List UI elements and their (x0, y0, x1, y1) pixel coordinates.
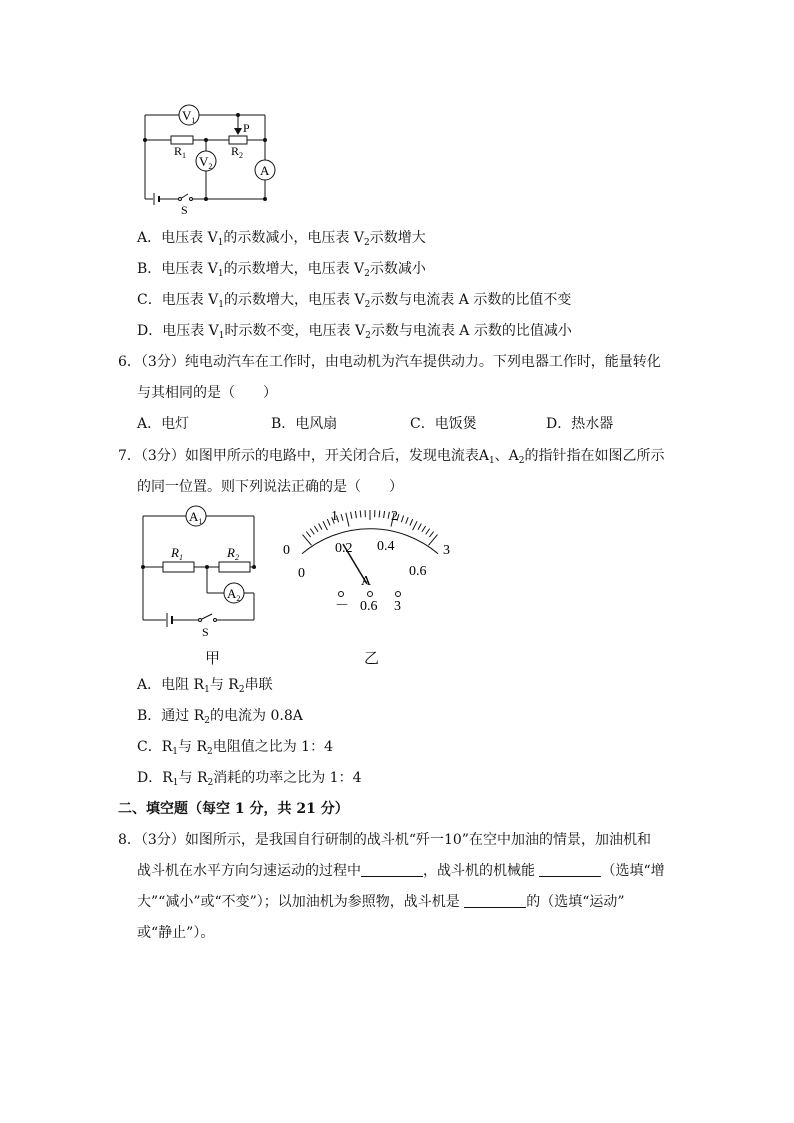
dial-tick (379, 511, 380, 518)
dial-inner-label-2: 0.4 (377, 539, 395, 554)
q6-option-b: B．电风扇 (271, 416, 338, 432)
voltmeter-v2-label: $V_2$ (199, 154, 213, 171)
dial-tick (401, 516, 403, 523)
voltmeter-v1-label: $V_1$ (182, 108, 196, 125)
circuit-diagram-q5 (135, 95, 285, 220)
dial-tick (341, 514, 343, 521)
dial-tick (323, 521, 328, 530)
terminal-0-6: 0.6 (360, 599, 378, 614)
ammeter-a1-label: $A_1$ (189, 509, 203, 526)
dial-unit-label: A (361, 574, 372, 589)
dial-tick (306, 532, 310, 538)
resistor-r1-label: $R_1$ (174, 144, 187, 160)
q6-option-a: A．电灯 (137, 416, 190, 432)
switch-s-label: S (202, 625, 209, 639)
terminal-3: 3 (394, 599, 401, 614)
ammeter-a2-label: $A_2$ (227, 586, 241, 603)
dial-tick (422, 526, 426, 532)
slider-p-label: P (243, 121, 250, 135)
dial-tick (355, 511, 356, 518)
answer-blank-1[interactable] (361, 861, 423, 877)
dial-tick (426, 529, 430, 535)
q8-stem-line4: 或“静止”）。 (137, 925, 215, 941)
dial-tick (360, 511, 361, 518)
dial-tick (429, 532, 433, 538)
q6-stem-line2: 与其相同的是（ ） (137, 385, 277, 401)
q7-stem-line1: 7．（3分）如图甲所示的电路中，开关闭合后，发现电流表$A_1$、$A_2$的指针指在如图乙所示 (118, 448, 665, 466)
terminal-minus: － (335, 599, 349, 614)
q7-option-c: C．$R_1$与 $R_2$电阻值之比为 1：4 (137, 739, 333, 757)
dial-tick (310, 529, 314, 535)
q7-option-d: D．$R_1$与 $R_2$消耗的功率之比为 1：4 (137, 770, 362, 788)
dial-outer-label-1: 1 (331, 509, 338, 524)
q5-option-d: D．电压表 $V_1$时示数不变，电压表 $V_2$示数与电流表 A 示数的比值减小 (137, 323, 572, 341)
dial-tick (406, 517, 409, 524)
answer-blank-2[interactable] (539, 861, 601, 877)
q8-stem-line3: 大”“减小”或“不变”）；以加油机为参照物，战斗机是 的（选填“运动” (137, 894, 625, 910)
q6-stem-line1: 6．（3分）纯电动汽车在工作时，由电动机为汽车提供动力。下列电器工作时，能量转化 (118, 354, 661, 370)
switch-s-label: S (181, 203, 188, 217)
dial-tick (351, 512, 352, 519)
q7-option-b: B．通过 $R_2$的电流为 0.8A (137, 708, 303, 726)
dial-inner-label-3: 0.6 (409, 564, 427, 579)
q5-option-a: A．电压表 $V_1$的示数减小，电压表 $V_2$示数增大 (137, 230, 426, 248)
q6-option-c: C．电饭煲 (410, 416, 477, 432)
dial-inner-label-0: 0 (298, 566, 305, 581)
dial-outer-label-0: 0 (283, 543, 290, 558)
dial-tick (314, 526, 318, 532)
dial-tick (327, 519, 330, 525)
q7-option-a: A．电阻 $R_1$与 $R_2$串联 (137, 677, 273, 695)
resistor-r2-label: $R_2$ (227, 545, 239, 562)
section-2-title: 二、填空题（每空 1 分，共 21 分） (118, 801, 349, 817)
q8-stem-line2: 战斗机在水平方向匀速运动的过程中 ，战斗机的机械能 （选填“增 (137, 863, 665, 879)
dial-tick (346, 513, 349, 527)
q8-stem-line1: 8．（3分）如图所示，是我国自行研制的战斗机“歼一10”在空中加油的情景，加油机和 (118, 832, 651, 848)
resistor-r1-label: $R_1$ (171, 545, 183, 562)
q7-stem-line2: 的同一位置。则下列说法正确的是（ ） (137, 479, 403, 495)
ammeter-label: A (260, 163, 270, 178)
dial-outer-label-3: 3 (443, 543, 450, 558)
circuit-diagram-q7-jia (130, 500, 270, 640)
ammeter-dial-q7-yi (270, 500, 470, 620)
dial-outer-label-2: 2 (391, 509, 398, 524)
q5-option-b: B．电压表 $V_1$的示数增大，电压表 $V_2$示数减小 (137, 261, 426, 279)
figure-label-jia: 甲 (205, 649, 221, 667)
dial-tick (418, 524, 421, 530)
dial-inner-label-1: 0.2 (335, 541, 353, 556)
dial-tick (388, 512, 389, 519)
figure-label-yi: 乙 (364, 649, 380, 667)
dial-tick (410, 519, 413, 525)
resistor-r2-label: $R_2$ (231, 144, 244, 160)
answer-blank-3[interactable] (464, 892, 526, 908)
dial-tick (413, 521, 418, 530)
q6-option-d: D．热水器 (546, 416, 614, 432)
q5-option-c: C．电压表 $V_1$的示数增大，电压表 $V_2$示数与电流表 A 示数的比值不变 (137, 292, 572, 310)
dial-tick (384, 511, 385, 518)
dial-tick (319, 524, 322, 530)
